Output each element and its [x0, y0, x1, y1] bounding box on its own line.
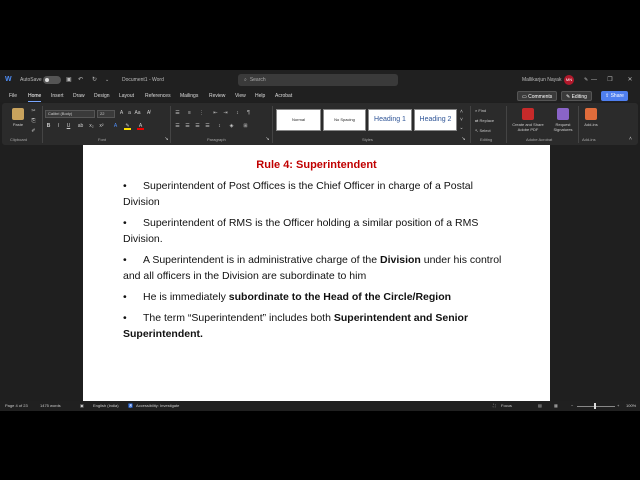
- minimize-icon[interactable]: —: [591, 77, 597, 83]
- collapse-ribbon-icon[interactable]: ˄: [629, 136, 632, 142]
- bullet-paragraph: [123, 310, 510, 342]
- select-button[interactable]: [475, 128, 491, 133]
- search-placeholder: Search: [249, 77, 266, 83]
- highlight-icon[interactable]: ✎: [125, 123, 130, 129]
- find-icon: ⌕: [475, 108, 479, 113]
- pdf-icon: [522, 108, 534, 120]
- maximize-icon[interactable]: ❐: [607, 77, 613, 83]
- find-button[interactable]: [475, 108, 486, 113]
- add-ins-icon: [585, 108, 597, 120]
- search-icon: ⌕: [244, 77, 247, 83]
- request-signatures-label: Request Signatures: [553, 122, 573, 132]
- shrink-font-icon[interactable]: a: [128, 110, 131, 116]
- word-count[interactable]: 1475 words: [40, 403, 61, 408]
- bullets-icon[interactable]: ☰: [175, 110, 180, 116]
- bullet-paragraph: [123, 252, 510, 284]
- styles-group-label: Styles: [362, 137, 373, 142]
- tab-mailings[interactable]: Mailings: [180, 93, 199, 99]
- paragraph-dialog-launcher-icon[interactable]: ↘: [265, 136, 270, 142]
- tab-references[interactable]: References: [145, 93, 171, 99]
- clear-format-icon[interactable]: A̸: [146, 110, 151, 116]
- group-divider: [272, 106, 273, 143]
- vertical-scrollbar[interactable]: [632, 145, 638, 401]
- para-text-tail: under his control and all officers in the Division are subordinate to him: [123, 254, 502, 282]
- document-name: Document1 - Word: [122, 77, 164, 83]
- superscript-icon[interactable]: x²: [99, 123, 104, 129]
- para-text: A Superintendent is in administrative charge of the: [143, 254, 380, 266]
- search-box[interactable]: [238, 74, 398, 86]
- tab-acrobat[interactable]: Acrobat: [275, 93, 293, 99]
- document-page[interactable]: [83, 145, 550, 401]
- styles-scroll-up-icon[interactable]: ˄: [460, 109, 463, 115]
- font-name-dropdown[interactable]: Calibri (Body): [45, 110, 95, 118]
- align-right-icon[interactable]: ☰: [195, 123, 200, 129]
- group-divider: [470, 106, 471, 143]
- zoom-level[interactable]: 100%: [626, 403, 637, 408]
- clipboard-icon: [12, 108, 24, 120]
- underline-icon[interactable]: U: [66, 123, 71, 129]
- document-area: [0, 145, 640, 401]
- style-heading-1[interactable]: Heading 1: [368, 109, 412, 131]
- share-label: Share: [610, 93, 624, 99]
- editing-label: Editing: [571, 94, 587, 100]
- subscript-icon[interactable]: x₂: [89, 123, 94, 129]
- group-divider: [170, 106, 171, 143]
- tab-help[interactable]: Help: [255, 93, 266, 99]
- bullet-paragraph: [123, 215, 510, 247]
- tab-layout[interactable]: Layout: [119, 93, 135, 99]
- font-size-dropdown[interactable]: 22: [97, 110, 115, 118]
- request-signatures-button[interactable]: [550, 108, 576, 132]
- focus-icon: ⛶: [493, 403, 496, 408]
- tab-insert[interactable]: Insert: [51, 93, 64, 99]
- tab-review[interactable]: Review: [209, 93, 226, 99]
- redo-icon[interactable]: ↻: [92, 77, 98, 83]
- decrease-indent-icon[interactable]: ⇤: [213, 110, 218, 116]
- group-divider: [578, 106, 579, 143]
- document-heading: Rule 4: Superintendent: [256, 159, 377, 171]
- read-mode-icon[interactable]: ▤: [538, 403, 542, 408]
- adobe-group-label: Adobe Acrobat: [526, 137, 553, 142]
- bullet-glyph: •: [123, 312, 127, 324]
- replace-label: Replace: [479, 118, 495, 123]
- tab-home[interactable]: Home: [28, 90, 41, 102]
- bullet-glyph: •: [123, 254, 127, 266]
- select-icon: ↖: [475, 128, 480, 133]
- language-status[interactable]: English (India): [93, 403, 119, 408]
- bullet-paragraph: [123, 289, 510, 305]
- close-icon[interactable]: ✕: [627, 77, 633, 83]
- tab-design[interactable]: Design: [94, 93, 110, 99]
- undo-icon[interactable]: ↶: [78, 77, 84, 83]
- shading-icon[interactable]: ◈: [229, 123, 234, 129]
- style-normal[interactable]: Normal: [276, 109, 321, 131]
- zoom-slider[interactable]: [577, 406, 615, 407]
- find-label: Find: [478, 108, 487, 113]
- bullet-paragraph: [123, 178, 510, 210]
- style-no-spacing[interactable]: No Spacing: [323, 109, 366, 131]
- comments-button[interactable]: [517, 91, 557, 101]
- word-logo-icon: W: [5, 76, 12, 83]
- para-text: The term “Superintendent” includes both: [143, 312, 334, 324]
- paste-button[interactable]: [8, 108, 28, 127]
- create-pdf-label: Create and Share Adobe PDF: [512, 122, 544, 132]
- share-button[interactable]: [601, 91, 628, 101]
- group-divider: [506, 106, 507, 143]
- editing-mode-button[interactable]: [561, 91, 592, 101]
- status-bar: [0, 401, 640, 411]
- line-spacing-icon[interactable]: ↕: [218, 123, 221, 129]
- avatar[interactable]: MN: [564, 75, 574, 85]
- para-text: Superintendent of Post Offices is the Chief Officer in charge of a Postal Division: [123, 180, 473, 208]
- replace-icon: ⇄: [475, 118, 480, 123]
- title-bar: [0, 70, 640, 90]
- para-bold-text: subordinate to the Head of the Circle/Region: [228, 291, 452, 303]
- ribbon: [2, 103, 638, 145]
- proofing-icon[interactable]: ▣: [80, 403, 84, 408]
- multilevel-list-icon[interactable]: ⋮: [199, 110, 204, 116]
- add-ins-group-label: Add-ins: [582, 137, 596, 142]
- zoom-out-icon[interactable]: −: [571, 403, 574, 408]
- comment-icon: ▭: [522, 94, 529, 100]
- autosave-toggle[interactable]: [43, 76, 61, 84]
- borders-icon[interactable]: ⊞: [243, 123, 248, 129]
- autosave-label: AutoSave: [20, 77, 42, 83]
- add-ins-label: Add-ins: [584, 122, 598, 127]
- signature-icon: [557, 108, 569, 120]
- create-pdf-button[interactable]: [508, 108, 548, 132]
- replace-button[interactable]: [475, 118, 494, 123]
- bullet-glyph: •: [123, 217, 127, 229]
- numbering-icon[interactable]: ≡: [188, 110, 191, 116]
- focus-button[interactable]: Focus: [501, 403, 512, 408]
- para-text: He is immediately: [143, 291, 229, 303]
- menu-bar: [0, 90, 640, 102]
- text-effects-icon[interactable]: A: [113, 123, 118, 129]
- bold-icon[interactable]: B: [46, 123, 51, 129]
- paste-label: Paste: [12, 122, 24, 127]
- group-divider: [42, 106, 43, 143]
- styles-more-icon[interactable]: ⌄: [459, 125, 464, 131]
- tab-view[interactable]: View: [235, 93, 246, 99]
- increase-indent-icon[interactable]: ⇥: [223, 110, 228, 116]
- italic-icon[interactable]: I: [57, 123, 60, 129]
- tab-draw[interactable]: Draw: [73, 93, 85, 99]
- grow-font-icon[interactable]: A: [119, 110, 124, 116]
- customize-qat-icon[interactable]: ⌄: [105, 77, 110, 83]
- para-bold-text: Superintendent and Senior Superintendent.: [123, 312, 469, 340]
- share-icon: ⇪: [605, 93, 611, 99]
- para-bold-text: Division: [379, 254, 421, 266]
- style-heading-2[interactable]: Heading 2: [414, 109, 457, 131]
- editing-group-label: Editing: [480, 137, 493, 142]
- strikethrough-icon[interactable]: ab: [77, 123, 84, 129]
- justify-icon[interactable]: ☰: [205, 123, 210, 129]
- pencil-icon: ✎: [566, 94, 572, 100]
- select-label: Select: [479, 128, 491, 133]
- copy-icon[interactable]: ⎘: [31, 118, 36, 124]
- font-group-label: Font: [98, 137, 107, 142]
- format-painter-icon[interactable]: ✐: [31, 128, 36, 134]
- tab-file[interactable]: File: [9, 93, 18, 99]
- word-window: [0, 70, 640, 411]
- zoom-in-icon[interactable]: +: [617, 403, 620, 408]
- change-case-icon[interactable]: Aa: [134, 110, 141, 116]
- align-left-icon[interactable]: ☰: [175, 123, 180, 129]
- user-name: Mallikarjun Nayak: [522, 77, 562, 83]
- add-ins-button[interactable]: [580, 108, 602, 127]
- print-layout-icon[interactable]: ▦: [554, 403, 558, 408]
- comments-label: Comments: [528, 94, 553, 100]
- zoom-slider-thumb[interactable]: [594, 403, 596, 409]
- styles-scroll-down-icon[interactable]: ˅: [460, 117, 463, 123]
- font-dialog-launcher-icon[interactable]: ↘: [164, 136, 169, 142]
- bullet-glyph: •: [123, 180, 127, 192]
- sort-icon[interactable]: ↕: [236, 110, 239, 116]
- ribbon-display-icon[interactable]: ✎: [584, 77, 589, 83]
- save-icon[interactable]: ▣: [66, 77, 72, 83]
- accessibility-icon: ♿: [128, 403, 133, 408]
- styles-dialog-launcher-icon[interactable]: ↘: [461, 136, 466, 142]
- paragraph-group-label: Paragraph: [207, 137, 226, 142]
- show-marks-icon[interactable]: ¶: [247, 110, 250, 116]
- align-center-icon[interactable]: ☰: [185, 123, 190, 129]
- page-count[interactable]: Page 4 of 23: [5, 403, 28, 408]
- font-color-icon[interactable]: A: [138, 123, 143, 129]
- para-text: Superintendent of RMS is the Officer holding a similar position of a RMS Division.: [123, 217, 479, 245]
- cut-icon[interactable]: ✂: [31, 108, 36, 114]
- accessibility-status[interactable]: Accessibility: Investigate: [136, 403, 180, 408]
- clipboard-group-label: Clipboard: [10, 137, 28, 142]
- bullet-glyph: •: [123, 291, 127, 303]
